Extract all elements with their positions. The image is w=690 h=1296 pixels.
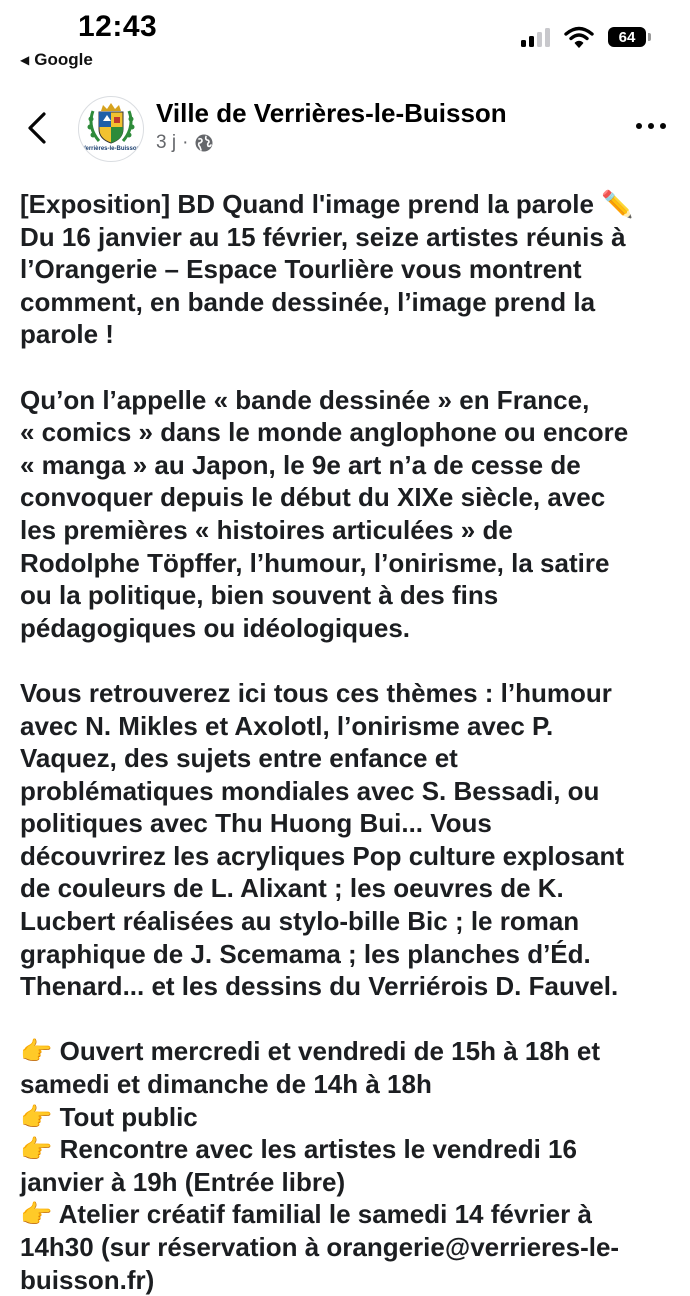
post-line: graphique de J. Scemama ; les planches d’Éd. (20, 938, 591, 969)
post-line: Rodolphe Töpffer, l’humour, l’onirisme, la satire (20, 547, 610, 578)
post-line: découvrirez les acryliques Pop culture explosant (20, 840, 624, 871)
post-blank-line (20, 351, 680, 384)
post-blank-line (20, 644, 680, 677)
post-line: les premières « histoires articulées » de (20, 514, 513, 545)
post-line: Qu’on l’appelle « bande dessinée » en France, (20, 384, 590, 415)
post-timestamp[interactable]: 3 j (156, 132, 177, 153)
meta-separator: · (182, 132, 189, 153)
post-line: Vous retrouverez ici tous ces thèmes : l’humour (20, 677, 612, 708)
post-line: avec N. Mikles et Axolotl, l’onirisme avec P. (20, 710, 554, 741)
avatar-caption: Verrières-le-Buisson (81, 146, 141, 152)
back-app-label: Google (34, 50, 93, 69)
post-line: politiques avec Thu Huong Bui... Vous (20, 808, 492, 839)
wifi-icon (564, 26, 594, 48)
post-line: pédagogiques ou idéologiques. (20, 612, 411, 643)
status-time: 12:43 (78, 10, 158, 43)
post-line: 👉 Tout public (20, 1101, 198, 1132)
cellular-signal-icon (521, 27, 550, 47)
post-line: de couleurs de L. Alixant ; les oeuvres de K. (20, 873, 564, 904)
status-icons (521, 26, 646, 48)
post-line: [Exposition] BD Quand l'image prend la parole ✏️ (20, 189, 634, 219)
back-arrow-icon[interactable] (22, 110, 52, 146)
back-triangle-icon: ◀ (20, 53, 30, 67)
post-line: l’Orangerie – Espace Tourlière vous montrent (20, 254, 582, 285)
post-line: 👉 Rencontre avec les artistes le vendredi 16 (20, 1134, 577, 1165)
battery-level: 64 (618, 28, 636, 46)
post-line: parole ! (20, 319, 114, 350)
page-name-link[interactable]: Ville de Verrières-le-Buisson (156, 98, 507, 128)
post-line[interactable]: buisson.fr) (20, 1264, 155, 1295)
battery-icon (608, 27, 646, 47)
globe-icon (194, 133, 214, 153)
post-line: « comics » dans le monde anglophone ou encore (20, 417, 629, 448)
post-blank-line (20, 1003, 680, 1036)
post-line: problématiques mondiales avec S. Bessadi, ou (20, 775, 600, 806)
post-line: janvier à 19h (Entrée libre) (20, 1166, 346, 1197)
post-meta (156, 132, 214, 154)
post-line: comment, en bande dessinée, l’image prend la (20, 286, 596, 317)
post-line: ou la politique, bien souvent à des fins (20, 580, 499, 611)
post-line: Thenard... et les dessins du Verriérois D. Fauvel. (20, 971, 619, 1002)
post-line: Lucbert réalisées au stylo-bille Bic ; le roman (20, 906, 580, 937)
page-avatar[interactable] (78, 96, 144, 162)
post-line: samedi et dimanche de 14h à 18h (20, 1069, 432, 1100)
post-line: convoquer depuis le début du XIXe siècle, avec (20, 482, 606, 513)
post-line[interactable]: 14h30 (sur réservation à orangerie@verrieres-le- (20, 1232, 620, 1262)
more-options-icon[interactable] (634, 114, 668, 138)
post-text (20, 188, 680, 1296)
back-to-app-link[interactable] (20, 50, 93, 70)
post-line: Vaquez, des sujets entre enfance et (20, 743, 458, 774)
post-line: 👉 Atelier créatif familial le samedi 14 février à (20, 1199, 592, 1230)
post-line: Du 16 janvier au 15 février, seize artistes réunis à (20, 221, 626, 252)
post-line: 👉 Ouvert mercredi et vendredi de 15h à 18h et (20, 1036, 601, 1067)
post-line: « manga » au Japon, le 9e art n’a de cesse de (20, 449, 581, 480)
